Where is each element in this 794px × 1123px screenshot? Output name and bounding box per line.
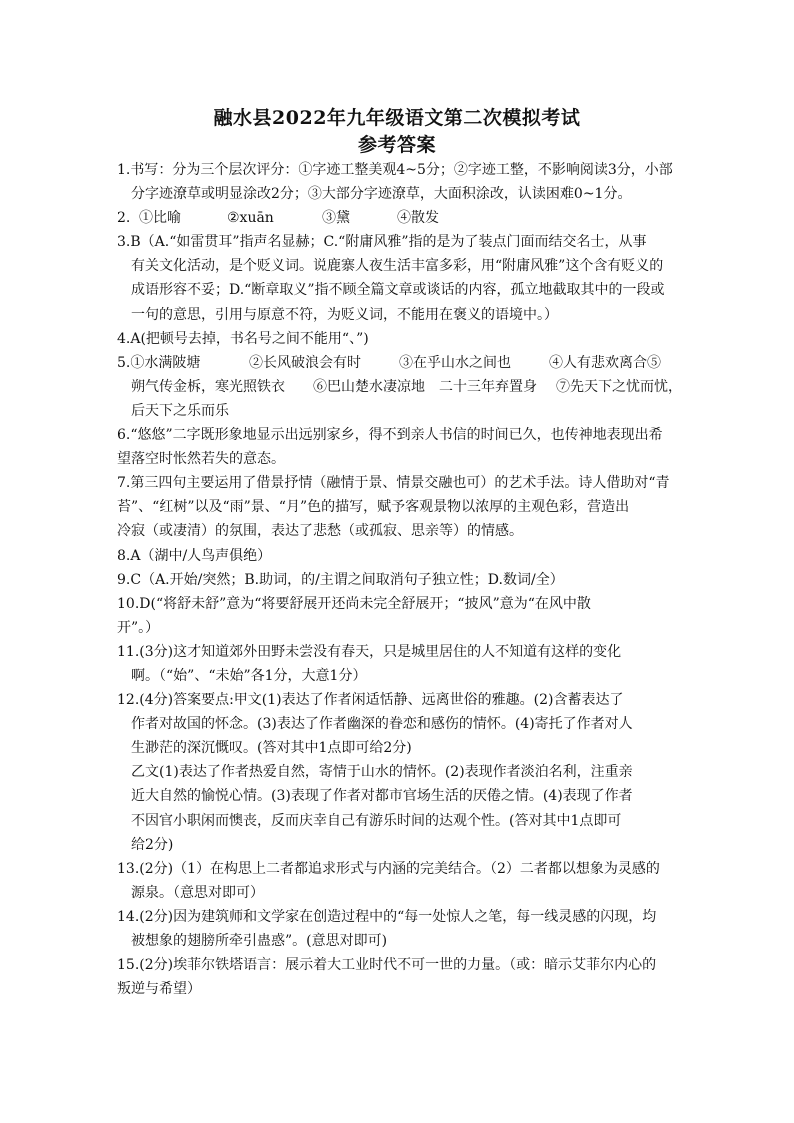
answer-12 bbox=[117, 688, 687, 857]
answer-line: 不因官小职闲而懊丧，反而庆幸自己有游乐时间的达观个性。(答对其中1点即可 bbox=[131, 812, 622, 829]
answer-number: 2. bbox=[117, 210, 131, 227]
answer-line: 开”。） bbox=[117, 619, 160, 636]
answer-line: 给2分) bbox=[131, 836, 174, 853]
answer-2 bbox=[117, 206, 687, 230]
answer-5-2: ②长风破浪会有时 bbox=[249, 354, 361, 371]
answer-line: 10.D(“将舒未舒”意为“将要舒展开还尚未完全舒展开；“披风”意为“在风中散 bbox=[117, 595, 591, 612]
answer-line: 叛逆与希望） bbox=[117, 981, 201, 998]
answer-14 bbox=[117, 905, 687, 953]
answer-line: 1.书写：分为三个层次评分：①字迹工整美观4~5分；②字迹工整，不影响阅读3分，小部 bbox=[117, 162, 673, 178]
answer-7 bbox=[117, 471, 687, 543]
answer-2-c: ③黛 bbox=[322, 210, 350, 227]
answer-line: 近大自然的愉悦心情。(3)表现了作者对都市官场生活的厌倦之情。(4)表现了作者 bbox=[131, 788, 633, 805]
answer-15 bbox=[117, 953, 687, 1001]
answer-line: 一句的意思，引用与原意不符，为贬义词，不能用在褒义的语境中。） bbox=[131, 306, 558, 323]
answer-2-b: ②xuān bbox=[227, 210, 274, 227]
answer-5-1: 5.①水满陂塘 bbox=[117, 354, 201, 371]
answer-1 bbox=[117, 158, 687, 206]
answer-10 bbox=[117, 592, 687, 640]
answer-line: 6.“悠悠”二字既形象地显示出远别家乡，得不到亲人书信的时间已久，也传神地表现出希 bbox=[117, 427, 663, 444]
answer-line: 12.(4分)答案要点:甲文(1)表达了作者闲适恬静、远离世俗的雅趣。(2)含蓄表达了 bbox=[117, 692, 624, 709]
answer-4: 4.A(把顿号去掉，书名号之间不能用“、”) bbox=[117, 330, 369, 347]
answer-5-6: ⑥巴山楚水凄凉地 二十三年弃置身 bbox=[313, 378, 537, 395]
answer-line bbox=[117, 351, 687, 375]
answer-5-7: ⑦先天下之忧而忧， bbox=[556, 378, 682, 395]
answer-line: 后天下之乐而乐 bbox=[131, 402, 229, 419]
answer-list bbox=[117, 158, 687, 1001]
answer-8: 8.A（湖中/人鸟声俱绝） bbox=[117, 547, 272, 564]
page-subtitle: 参考答案 bbox=[357, 134, 436, 156]
answer-5-4: ④人有悲欢离合⑤ bbox=[549, 354, 661, 371]
page-title: 融水县2022年九年级语文第二次模拟考试 bbox=[213, 107, 581, 129]
answer-line: 15.(2分)埃菲尔铁塔语言：展示着大工业时代不可一世的力量。（或：暗示艾菲尔内心的 bbox=[117, 957, 657, 974]
answer-line: 7.第三四句主要运用了借景抒情（融情于景、情景交融也可）的艺术手法。诗人借助对“青 bbox=[117, 475, 670, 492]
answer-line: 啊。（“始”、“未始”各1分，大意1分） bbox=[131, 667, 367, 684]
answer-line: 被想象的翅膀所牵引蛊惑”。(意思对即可) bbox=[131, 933, 388, 949]
answer-line bbox=[117, 375, 687, 399]
answer-line: 生渺茫的深沉慨叹。(答对其中1点即可给2分) bbox=[131, 740, 412, 757]
answer-line: 冷寂（或凄清）的氛围，表达了悲愁（或孤寂、思亲等）的情感。 bbox=[117, 523, 523, 540]
answer-13 bbox=[117, 857, 687, 905]
answer-5 bbox=[117, 351, 687, 423]
answer-11 bbox=[117, 640, 687, 688]
answer-5-3: ③在乎山水之间也 bbox=[399, 354, 511, 371]
answer-5-5: 朔气传金柝，寒光照铁衣 bbox=[131, 378, 285, 395]
answer-6 bbox=[117, 423, 687, 471]
answer-line: 3.B（A.“如雷贯耳”指声名显赫；C.“附庸风雅”指的是为了装点门面而结交名士，从事 bbox=[117, 234, 647, 251]
answer-line: 成语形容不妥；D.“断章取义”指不顾全篇文章或谈话的内容，孤立地截取其中的一段或 bbox=[131, 282, 665, 299]
answer-line: 乙文(1)表达了作者热爱自然，寄情于山水的情怀。(2)表现作者淡泊名利，注重亲 bbox=[131, 764, 633, 781]
answer-line: 有关文化活动，是个贬义词。说鹿寨人夜生活丰富多彩，用“附庸风雅”这个含有贬义的 bbox=[131, 258, 664, 275]
answer-line: 14.(2分)因为建筑师和文学家在创造过程中的“每一处惊人之笔，每一线灵感的闪现，均 bbox=[117, 908, 657, 925]
answer-line: 作者对故国的怀念。(3)表达了作者幽深的眷恋和感伤的情怀。(4)寄托了作者对人 bbox=[131, 716, 633, 733]
answer-3 bbox=[117, 230, 687, 326]
answer-9: 9.C（A.开始/突然；B.助词，的/主谓之间取消句子独立性；D.数词/全） bbox=[117, 571, 564, 588]
answer-line: 分字迹潦草或明显涂改2分；③大部分字迹潦草，大面积涂改，认读困难0~1分。 bbox=[131, 186, 632, 203]
answer-2-a: ①比喻 bbox=[139, 210, 181, 227]
answer-line: 13.(2分)（1）在构思上二者都追求形式与内涵的完美结合。（2）二者都以想象为灵感的 bbox=[117, 860, 660, 877]
answer-2-d: ④散发 bbox=[397, 210, 439, 227]
answer-line: 望落空时怅然若失的意态。 bbox=[117, 451, 285, 468]
answer-line: 源泉。（意思对即可） bbox=[131, 884, 264, 901]
answer-line: 11.(3分)这才知道郊外田野未尝没有春天，只是城里居住的人不知道有这样的变化 bbox=[117, 643, 622, 660]
answer-line: 苔”、“红树”以及“雨”景、“月”色的描写，赋予客观景物以浓厚的主观色彩，营造出 bbox=[117, 499, 630, 516]
